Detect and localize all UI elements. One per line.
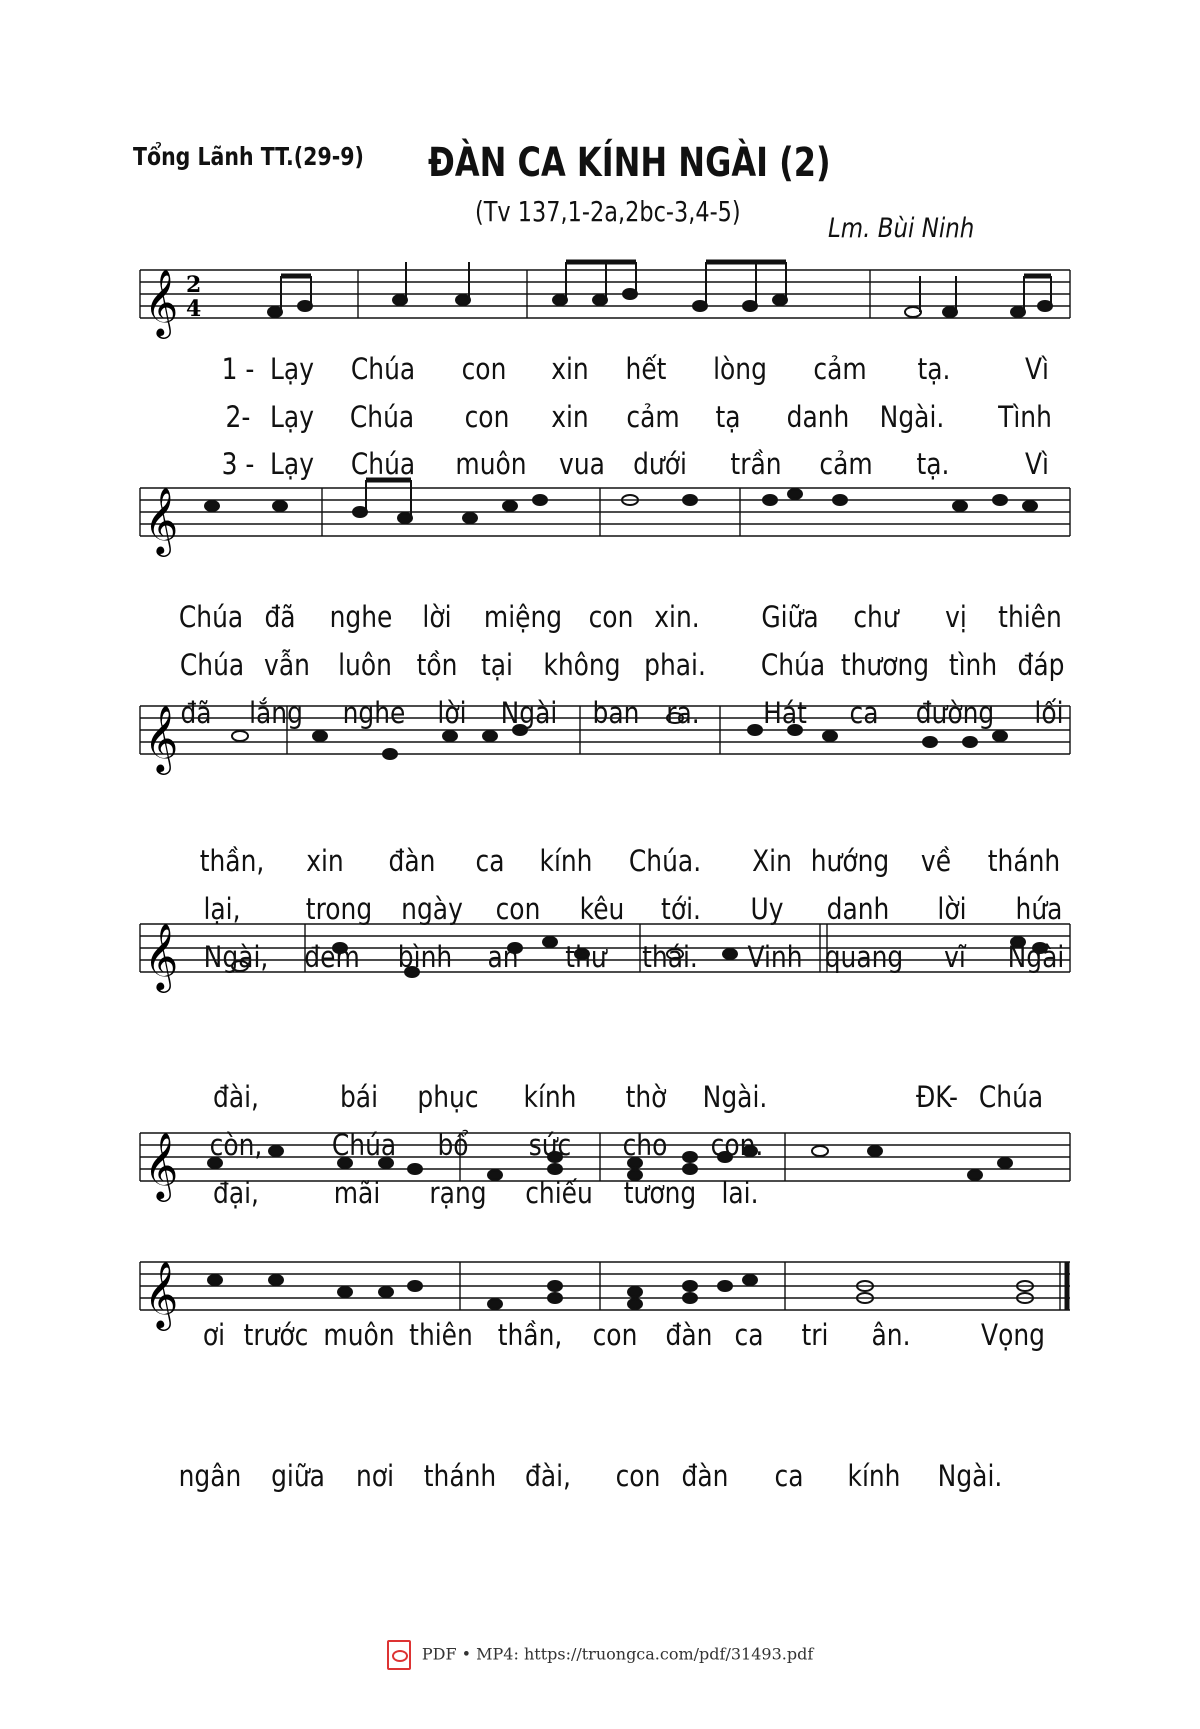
time-signature-top: 2: [186, 272, 202, 298]
lyric-syllable: thánh: [987, 844, 1061, 878]
lyric-syllable: con: [461, 352, 507, 386]
lyric-syllable: Ngài,: [203, 940, 269, 974]
treble-clef-icon: 𝄞: [144, 1131, 179, 1199]
lyric-syllable: danh: [786, 400, 850, 434]
lyric-syllable: ban: [592, 696, 640, 730]
lyric-syllable: tạ.: [916, 447, 950, 481]
lyric-syllable: bình: [397, 940, 453, 974]
lyric-syllable: Giữa: [761, 600, 819, 634]
lyric-syllable: thương: [840, 648, 930, 682]
lyric-syllable: con: [464, 400, 510, 434]
lyric-syllable: trần: [730, 447, 782, 481]
lyric-syllable: danh: [826, 892, 890, 926]
footer-link[interactable]: PDF • MP4: https://truongca.com/pdf/31493.pdf: [421, 1644, 814, 1664]
lyric-syllable: Vì: [1025, 352, 1049, 386]
lyric-syllable: ơi: [202, 1318, 226, 1352]
lyric-syllable: còn,: [209, 1128, 263, 1162]
lyric-syllable: đại,: [213, 1176, 259, 1210]
staff-system-3: [130, 676, 1080, 796]
lyric-syllable: trước: [243, 1318, 309, 1352]
lyric-syllable: chiếu: [525, 1176, 593, 1210]
lyric-syllable: xin: [551, 400, 589, 434]
lyric-syllable: nghe: [342, 696, 406, 730]
lyric-syllable: miệng: [483, 600, 563, 634]
lyric-syllable: thiên: [998, 600, 1062, 634]
lyric-syllable: Vì: [1025, 447, 1049, 481]
lyric-syllable: Vinh: [747, 940, 803, 974]
lyric-syllable: con: [615, 1459, 661, 1493]
lyric-syllable: con.: [710, 1128, 764, 1162]
lyric-syllable: quang: [824, 940, 904, 974]
lyric-syllable: thờ: [625, 1080, 667, 1114]
lyric-syllable: lai.: [721, 1176, 759, 1210]
lyric-syllable: thần,: [199, 844, 265, 878]
lyric-syllable: xin.: [654, 600, 700, 634]
lyric-syllable: hứa: [1015, 892, 1063, 926]
lyric-syllable: ngân: [178, 1459, 242, 1493]
lyric-syllable: Chúa.: [628, 844, 702, 878]
time-signature-bottom: 4: [186, 296, 202, 322]
lyric-syllable: luôn: [338, 648, 392, 682]
lyric-syllable: kính: [539, 844, 593, 878]
lyric-syllable: Uy: [750, 892, 784, 926]
lyric-syllable: đã: [264, 600, 296, 634]
lyric-syllable: đem: [304, 940, 360, 974]
lyric-syllable: Chúa: [331, 1128, 397, 1162]
lyric-syllable: xin: [551, 352, 589, 386]
lyric-syllable: 2-: [225, 400, 251, 434]
lyric-syllable: nơi: [355, 1459, 395, 1493]
lyric-syllable: đường: [915, 696, 995, 730]
lyric-syllable: bổ: [437, 1128, 469, 1162]
lyric-syllable: tạ: [715, 400, 741, 434]
lyric-syllable: Hát: [763, 696, 807, 730]
lyric-syllable: tại: [480, 648, 513, 682]
composer-name: Lm. Bùi Ninh: [828, 213, 975, 244]
lyric-syllable: kính: [847, 1459, 901, 1493]
treble-clef-icon: 𝄞: [144, 922, 179, 990]
lyric-syllable: vẫn: [264, 648, 310, 682]
lyric-syllable: Chúa: [179, 648, 245, 682]
treble-clef-icon: 𝄞: [144, 268, 179, 336]
lyric-syllable: đài,: [213, 1080, 259, 1114]
lyric-syllable: lắng: [249, 696, 303, 730]
lyric-syllable: phục: [417, 1080, 479, 1114]
lyric-syllable: ca: [475, 844, 505, 878]
lyric-syllable: về: [920, 844, 952, 878]
lyric-syllable: ngày: [401, 892, 463, 926]
lyric-syllable: thiên: [409, 1318, 473, 1352]
lyric-syllable: tới.: [661, 892, 701, 926]
lyric-syllable: 1 -: [221, 352, 255, 386]
treble-clef-icon: 𝄞: [144, 486, 179, 554]
lyric-syllable: con: [588, 600, 634, 634]
lyric-syllable: Lạy: [270, 447, 314, 481]
lyric-syllable: Xin: [752, 844, 792, 878]
lyric-syllable: tồn: [416, 648, 458, 682]
lyric-syllable: Ngài.: [879, 400, 945, 434]
lyric-syllable: tình: [948, 648, 998, 682]
lyric-syllable: Chúa: [978, 1080, 1044, 1114]
lyric-syllable: kêu: [579, 892, 625, 926]
lyric-syllable: lời: [937, 892, 967, 926]
lyric-syllable: ca: [734, 1318, 764, 1352]
lyric-syllable: phai.: [644, 648, 706, 682]
lyric-syllable: chư: [853, 600, 899, 634]
lyric-syllable: giữa: [271, 1459, 325, 1493]
lyric-syllable: Chúa: [760, 648, 826, 682]
lyric-syllable: Chúa: [349, 400, 415, 434]
lyric-syllable: đài,: [525, 1459, 571, 1493]
treble-clef-icon: 𝄞: [144, 1260, 179, 1328]
lyric-syllable: con: [495, 892, 541, 926]
lyric-syllable: xin: [306, 844, 344, 878]
lyric-syllable: mãi: [333, 1176, 381, 1210]
lyric-syllable: dưới: [633, 447, 687, 481]
lyric-syllable: Ngài.: [937, 1459, 1003, 1493]
lyric-syllable: tương: [623, 1176, 697, 1210]
lyric-syllable: Chúa: [350, 352, 416, 386]
lyric-syllable: cho: [622, 1128, 668, 1162]
lyric-syllable: thái.: [642, 940, 698, 974]
lyric-syllable: lời: [437, 696, 467, 730]
lyric-syllable: thư: [565, 940, 607, 974]
lyric-syllable: ân.: [871, 1318, 911, 1352]
lyric-syllable: trong: [305, 892, 373, 926]
lyric-syllable: Ngài.: [702, 1080, 768, 1114]
lyric-syllable: Chúa: [178, 600, 244, 634]
pdf-icon[interactable]: [387, 1640, 411, 1670]
lyric-syllable: đàn: [681, 1459, 729, 1493]
lyric-syllable: hết: [625, 352, 667, 386]
lyric-syllable: đáp: [1017, 648, 1065, 682]
lyric-syllable: Ngài: [500, 696, 558, 730]
lyric-syllable: con: [592, 1318, 638, 1352]
psalm-reference: (Tv 137,1-2a,2bc-3,4-5): [475, 195, 741, 228]
lyric-syllable: muôn: [455, 447, 527, 481]
lyric-syllable: cảm: [819, 447, 873, 481]
lyric-syllable: Lạy: [270, 352, 314, 386]
lyric-syllable: rạng: [429, 1176, 487, 1210]
lyric-syllable: lòng: [713, 352, 767, 386]
lyric-syllable: ca: [774, 1459, 804, 1493]
lyric-syllable: thần,: [497, 1318, 563, 1352]
lyric-syllable: lời: [422, 600, 452, 634]
lyric-syllable: ra.: [666, 696, 700, 730]
lyric-syllable: Chúa: [350, 447, 416, 481]
lyric-syllable: không: [543, 648, 621, 682]
lyric-syllable: 3 -: [221, 447, 255, 481]
lyric-syllable: hướng: [810, 844, 890, 878]
lyric-syllable: thánh: [423, 1459, 497, 1493]
lyric-syllable: lối: [1034, 696, 1064, 730]
lyric-syllable: Lạy: [270, 400, 314, 434]
lyric-syllable: vị: [945, 600, 967, 634]
lyric-syllable: nghe: [329, 600, 393, 634]
lyric-syllable: sức: [528, 1128, 572, 1162]
lyric-syllable: bái: [339, 1080, 379, 1114]
lyric-syllable: Tình: [998, 400, 1052, 434]
lyric-syllable: đàn: [388, 844, 436, 878]
lyric-syllable: muôn: [323, 1318, 395, 1352]
lyric-syllable: ca: [849, 696, 879, 730]
lyric-syllable: vĩ: [944, 940, 966, 974]
lyric-syllable: vua: [559, 447, 605, 481]
lyric-syllable: đã: [180, 696, 212, 730]
lyric-syllable: đàn: [665, 1318, 713, 1352]
lyric-syllable: tri: [801, 1318, 829, 1352]
lyric-syllable: an: [487, 940, 519, 974]
lyric-syllable: lại,: [203, 892, 241, 926]
lyric-syllable: Vọng: [981, 1318, 1045, 1352]
lyric-syllable: cảm: [813, 352, 867, 386]
treble-clef-icon: 𝄞: [144, 704, 179, 772]
footer: [0, 1640, 1200, 1670]
song-title: ĐÀN CA KÍNH NGÀI (2): [428, 140, 831, 186]
staff-system-1: [130, 240, 1080, 360]
occasion-label: Tổng Lãnh TT.(29-9): [133, 142, 364, 171]
lyric-syllable: Ngài: [1007, 940, 1065, 974]
lyric-syllable: cảm: [626, 400, 680, 434]
lyric-syllable: ĐK-: [915, 1080, 959, 1114]
lyric-syllable: tạ.: [917, 352, 951, 386]
lyric-syllable: kính: [523, 1080, 577, 1114]
